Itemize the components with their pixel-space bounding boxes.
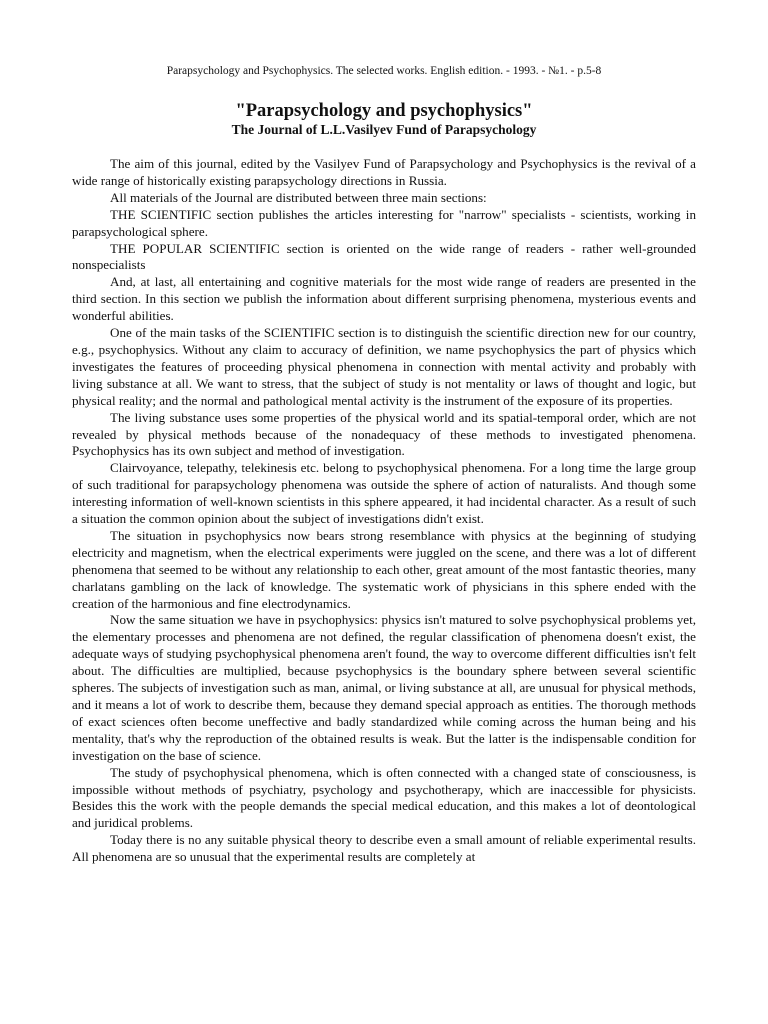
paragraph: One of the main tasks of the SCIENTIFIC section is to distinguish the scientific direction new for our country, e.g., psychophysics. Without any claim to accuracy of definition, we name psychophysics the part of physics which investigates the features of proceeding physical phenomena in connection with mental activity and probably with living substance at all. We want to stress, that the subject of study is not mentality or laws of thought and logic, but physical reality; and the normal and pathological mental activity is the instrument of the exposure of its properties. [72, 325, 696, 408]
document-page [72, 64, 696, 866]
article-subtitle: The Journal of L.L.Vasilyev Fund of Parapsychology [231, 122, 537, 137]
article-body [72, 156, 696, 866]
paragraph: THE SCIENTIFIC section publishes the articles interesting for "narrow" specialists - scientists, working in parapsychological sphere. [72, 206, 696, 239]
paragraph: Clairvoyance, telepathy, telekinesis etc. belong to psychophysical phenomena. For a long time the large group of such traditional for parapsychology phenomena was outside the sphere of action of naturalists. And though some interesting information of well-known scientists in this sphere appeared, it had incidental character. As a result of such a situation the common opinion about the subject of investigations didn't exist. [72, 460, 696, 527]
paragraph: The aim of this journal, edited by the Vasilyev Fund of Parapsychology and Psychophysics is the revival of a wide range of historically existing parapsychology directions in Russia. [72, 156, 696, 188]
paragraph: THE POPULAR SCIENTIFIC section is oriented on the wide range of readers - rather well-grounded nonspecialists [72, 240, 696, 273]
paragraph: And, at last, all entertaining and cognitive materials for the most wide range of readers are presented in the third section. In this section we publish the information about different surprising phenomena, mysterious events and wonderful abilities. [72, 274, 696, 324]
article-title: "Parapsychology and psychophysics" [235, 101, 533, 121]
running-header: Parapsychology and Psychophysics. The selected works. English edition. - 1993. - №1. - p.5-8 [166, 65, 602, 77]
paragraph: The study of psychophysical phenomena, which is often connected with a changed state of consciousness, is impossible without methods of psychiatry, psychology and psychotherapy, which are inaccessible for physicists. Besides this the work with the people demands the special medical education, and this makes a lot of deontological and juridical problems. [72, 764, 696, 831]
paragraph: Today there is no any suitable physical theory to describe even a small amount of reliable experimental results. All phenomena are so unusual that the experimental results are completely at [72, 832, 696, 865]
paragraph: The living substance uses some properties of the physical world and its spatial-temporal order, which are not revealed by physical methods because of the nonadequacy of these methods to investigated phenomena. Psychophysics has its own subject and method of investigation. [72, 409, 696, 459]
paragraph: The situation in psychophysics now bears strong resemblance with physics at the beginning of studying electricity and magnetism, when the electrical experiments were juggled on the scene, and there was a lot of different phenomena that seemed to be without any relationship to each other, great amount of the most fantastic theories, many charlatans gambling on the lack of knowledge. The systematic work of physicians in this sphere ended with the creation of the harmonious and fine electrodynamics. [72, 527, 696, 611]
paragraph: All materials of the Journal are distributed between three main sections: [110, 189, 487, 205]
paragraph: Now the same situation we have in psychophysics: physics isn't matured to solve psychophysical problems yet, the elementary processes and phenomena are not defined, the regular classification of phenomena doesn't exist, the adequate ways of studying psychophysical phenomena aren't found, the way to overcome different difficulties isn't felt about. The difficulties are multiplied, because psychophysics is the boundary sphere between several scientific spheres. The subjects of investigation such as man, animal, or living substance at all, are unusual for physical methods, and it means a lot of work to describe them, because they demand special approach as entities. The thorough methods of exact sciences often become uneffective and badly standardized while coming across the human being and his mentality, that's why the reproduction of the obtained results is weak. But the latter is the indispensable condition for investigation on the base of science. [72, 612, 696, 763]
